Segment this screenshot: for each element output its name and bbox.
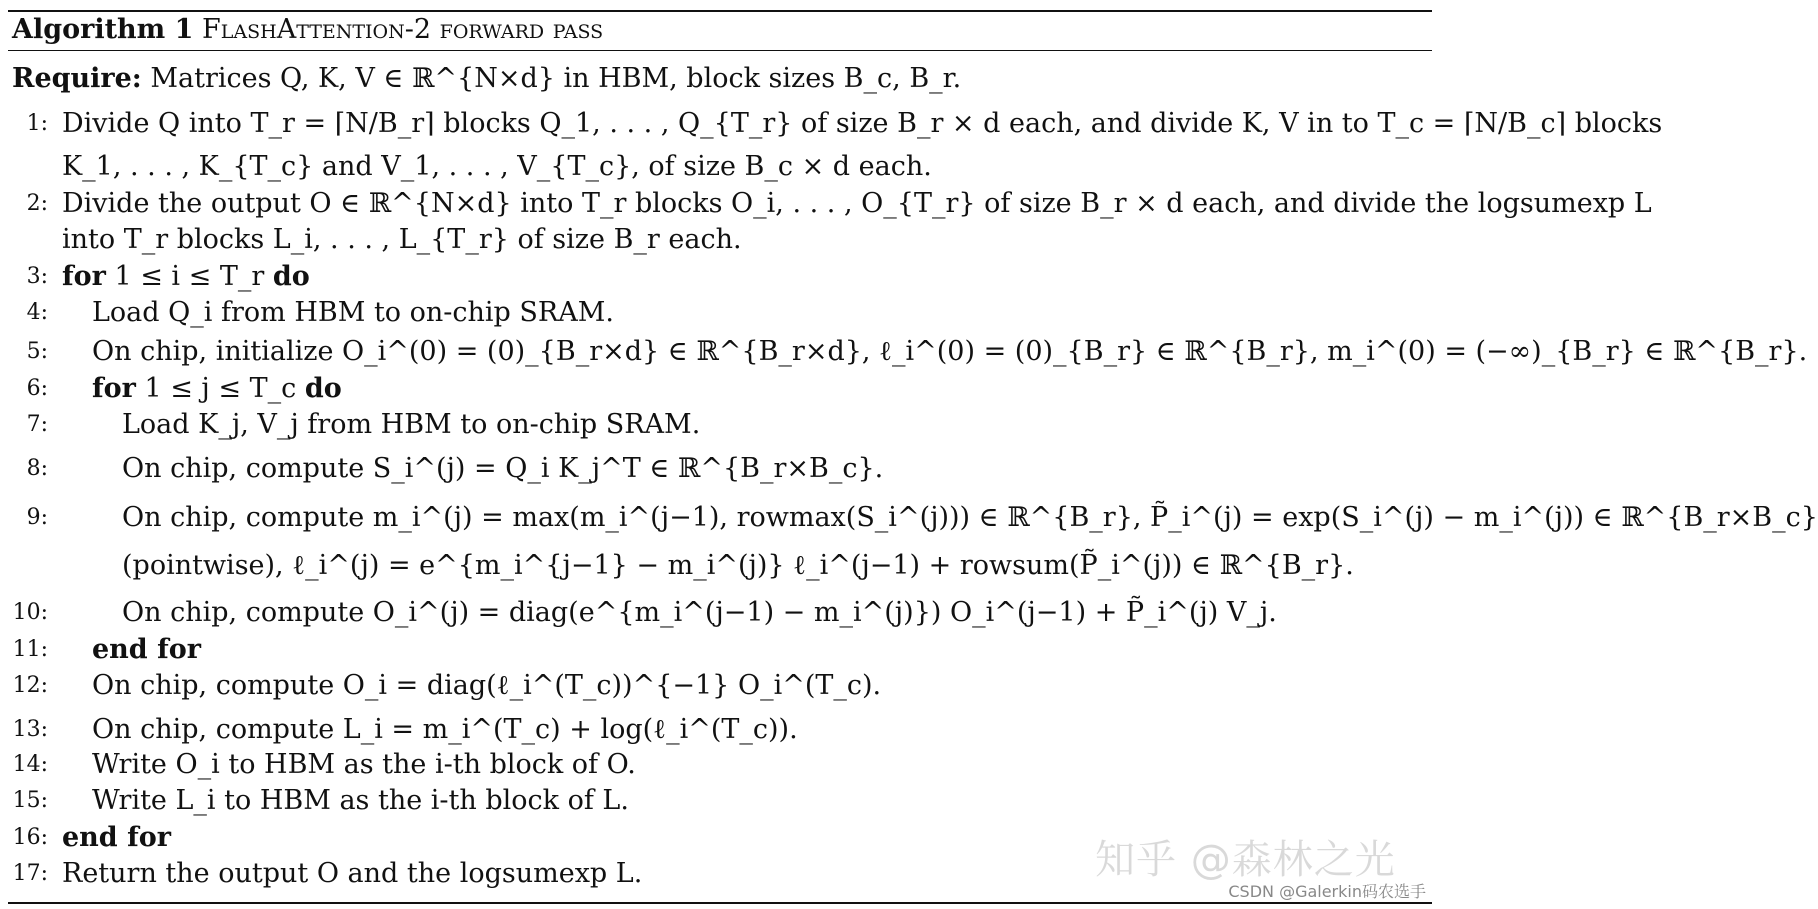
require-text: Matrices Q, K, V ∈ ℝ^{N×d} in HBM, block sizes B_c, B_r. xyxy=(150,63,962,94)
zhihu-watermark: 知乎 @森林之光 xyxy=(1095,837,1396,883)
algo-line-2-cont xyxy=(62,223,1430,257)
line-number: 1: xyxy=(26,111,48,136)
algo-line-9 xyxy=(26,501,1818,535)
caption-rule xyxy=(8,50,1432,51)
algo-line-5 xyxy=(26,335,1808,369)
line-text: Load Q_i from HBM to on-chip SRAM. xyxy=(92,297,614,328)
line-number: 16: xyxy=(12,825,48,850)
line-number: 7: xyxy=(26,412,48,437)
line-text: Write L_i to HBM as the i-th block of L. xyxy=(92,785,629,816)
for-keyword: for xyxy=(62,261,106,292)
algo-line-7 xyxy=(26,408,1430,442)
algo-line-13 xyxy=(12,713,1430,747)
line-number: 5: xyxy=(26,339,48,364)
line-text: Return the output O and the logsumexp L. xyxy=(62,858,643,889)
line-text: into T_r blocks L_i, . . . , L_{T_r} of size B_r each. xyxy=(62,224,742,255)
algo-line-3 xyxy=(26,260,1430,294)
line-number: 17: xyxy=(12,861,48,886)
line-text: 1 ≤ i ≤ T_r xyxy=(114,261,265,292)
line-number: 10: xyxy=(12,600,48,625)
line-text: On chip, compute O_i^(j) = diag(e^{m_i^(j−1) − m_i^(j)}) O_i^(j−1) + P̃_i^(j) V_j. xyxy=(122,597,1277,628)
algo-line-6 xyxy=(26,372,1430,406)
algo-line-4 xyxy=(26,296,1430,330)
algo-line-9-cont xyxy=(62,549,1430,583)
algo-line-1 xyxy=(26,107,1663,141)
line-number: 15: xyxy=(12,788,48,813)
line-text: On chip, compute S_i^(j) = Q_i K_j^T ∈ ℝ^{B_r×B_c}. xyxy=(122,453,884,484)
top-rule xyxy=(8,10,1432,12)
line-number: 8: xyxy=(26,456,48,481)
line-number: 14: xyxy=(12,752,48,777)
algo-line-8 xyxy=(26,452,1430,486)
line-text: On chip, initialize O_i^(0) = (0)_{B_r×d} ∈ ℝ^{B_r×d}, ℓ_i^(0) = (0)_{B_r} ∈ ℝ^{B_r}, m_i^(0) = (−∞)_{B_r} ∈ ℝ^{B_r}. xyxy=(92,336,1808,367)
line-number: 11: xyxy=(12,637,48,662)
require-line xyxy=(12,62,1430,96)
line-number: 13: xyxy=(12,717,48,742)
bottom-rule xyxy=(8,902,1432,904)
algorithm-caption xyxy=(12,14,603,46)
line-text: Divide Q into T_r = ⌈N/B_r⌉ blocks Q_1, . . . , Q_{T_r} of size B_r × d each, and divide K, V in to T_c = ⌈N/B_c⌉ blocks xyxy=(62,108,1663,139)
algorithm-label: Algorithm 1 xyxy=(12,14,194,45)
line-text: 1 ≤ j ≤ T_c xyxy=(144,373,297,404)
line-number: 6: xyxy=(26,376,48,401)
line-number: 3: xyxy=(26,264,48,289)
algorithm-title: FlashAttention-2 forward pass xyxy=(202,14,604,45)
do-keyword: do xyxy=(304,373,342,404)
algo-line-10 xyxy=(12,596,1430,630)
algo-line-11 xyxy=(12,633,1430,667)
line-text: Divide the output O ∈ ℝ^{N×d} into T_r blocks O_i, . . . , O_{T_r} of size B_r × d each, and divide the logsumexp L xyxy=(62,188,1652,219)
algo-line-14 xyxy=(12,748,1430,782)
line-number: 9: xyxy=(26,505,48,530)
line-text: K_1, . . . , K_{T_c} and V_1, . . . , V_{T_c}, of size B_c × d each. xyxy=(62,151,932,182)
algo-line-12 xyxy=(12,669,1430,703)
line-text: On chip, compute L_i = m_i^(T_c) + log(ℓ_i^(T_c)). xyxy=(92,714,798,745)
algo-line-15 xyxy=(12,784,1430,818)
line-number: 2: xyxy=(26,191,48,216)
line-text: Write O_i to HBM as the i-th block of O. xyxy=(92,749,636,780)
line-text: On chip, compute O_i = diag(ℓ_i^(T_c))^{−1} O_i^(T_c). xyxy=(92,670,882,701)
end-for-keyword: end for xyxy=(92,634,201,665)
algo-line-2 xyxy=(26,187,1652,221)
algo-line-1-cont xyxy=(62,150,1430,184)
line-text: On chip, compute m_i^(j) = max(m_i^(j−1), rowmax(S_i^(j))) ∈ ℝ^{B_r}, P̃_i^(j) = exp(S_i^(j) − m_i^(j)) ∈ ℝ^{B_r×B_c} xyxy=(122,502,1818,533)
require-keyword: Require: xyxy=(12,63,142,94)
line-text: (pointwise), ℓ_i^(j) = e^{m_i^{j−1} − m_i^(j)} ℓ_i^(j−1) + rowsum(P̃_i^(j)) ∈ ℝ^{B_r}. xyxy=(122,550,1354,581)
for-keyword: for xyxy=(92,373,136,404)
line-text: Load K_j, V_j from HBM to on-chip SRAM. xyxy=(122,409,701,440)
do-keyword: do xyxy=(272,261,310,292)
line-number: 12: xyxy=(12,673,48,698)
line-number: 4: xyxy=(26,300,48,325)
end-for-keyword: end for xyxy=(62,822,171,853)
csdn-watermark: CSDN @Galerkin码农选手 xyxy=(1228,882,1426,901)
